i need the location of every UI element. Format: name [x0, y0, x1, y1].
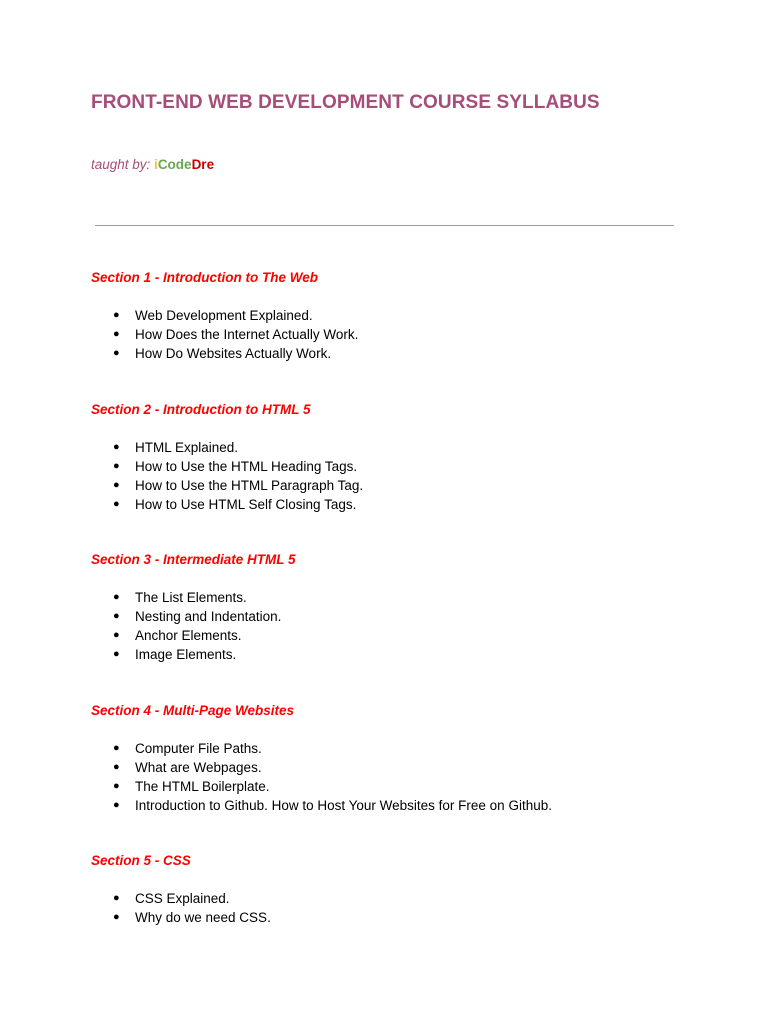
bullet-icon: ●: [113, 441, 120, 453]
topic-text: Image Elements.: [135, 647, 237, 662]
bullet-icon: ●: [113, 742, 120, 754]
section-5: [91, 852, 711, 927]
horizontal-divider: [95, 225, 674, 226]
section-heading: Section 1 - Introduction to The Web: [91, 270, 318, 285]
topic-text: Introduction to Github. How to Host Your Websites for Free on Github.: [135, 798, 552, 813]
bullet-icon: ●: [113, 780, 120, 792]
topic-text: What are Webpages.: [135, 760, 262, 775]
list-item: [91, 645, 711, 664]
bullet-icon: ●: [113, 591, 120, 603]
topic-text: HTML Explained.: [135, 440, 239, 455]
bullet-icon: ●: [113, 610, 120, 622]
topic-text: Anchor Elements.: [135, 628, 242, 643]
brand-part-dre: Dre: [191, 157, 215, 172]
list-item: [91, 325, 711, 344]
section-4: [91, 702, 711, 815]
bullet-icon: ●: [113, 911, 120, 923]
topic-text: Nesting and Indentation.: [135, 609, 282, 624]
topic-text: Web Development Explained.: [135, 308, 313, 323]
topic-list: [91, 588, 711, 664]
bullet-icon: ●: [113, 328, 120, 340]
bullet-icon: ●: [113, 892, 120, 904]
section-1: [91, 269, 711, 363]
brand-part-code: Code: [157, 157, 192, 172]
topic-text: Computer File Paths.: [135, 741, 262, 756]
section-heading: Section 3 - Intermediate HTML 5: [91, 552, 296, 567]
topic-text: How to Use HTML Self Closing Tags.: [135, 497, 357, 512]
list-item: [91, 777, 711, 796]
section-heading: Section 4 - Multi-Page Websites: [91, 703, 295, 718]
bullet-icon: ●: [113, 460, 120, 472]
list-item: [91, 588, 711, 607]
bullet-icon: ●: [113, 629, 120, 641]
topic-list: [91, 889, 711, 927]
topic-text: How to Use the HTML Heading Tags.: [135, 459, 358, 474]
taught-by-line: [91, 157, 214, 172]
topic-text: How Does the Internet Actually Work.: [135, 327, 359, 342]
list-item: [91, 889, 711, 908]
topic-text: The HTML Boilerplate.: [135, 779, 270, 794]
bullet-icon: ●: [113, 648, 120, 660]
topic-list: [91, 438, 711, 514]
topic-text: How to Use the HTML Paragraph Tag.: [135, 478, 364, 493]
list-item: [91, 739, 711, 758]
section-heading: Section 5 - CSS: [91, 853, 191, 868]
bullet-icon: ●: [113, 479, 120, 491]
section-2: [91, 401, 711, 514]
topic-list: [91, 739, 711, 815]
list-item: [91, 476, 711, 495]
section-heading: Section 2 - Introduction to HTML 5: [91, 402, 311, 417]
taught-by-label: taught by:: [91, 157, 155, 172]
bullet-icon: ●: [113, 799, 120, 811]
list-item: [91, 306, 711, 325]
list-item: [91, 908, 711, 927]
topic-text: CSS Explained.: [135, 891, 230, 906]
bullet-icon: ●: [113, 347, 120, 359]
topic-text: The List Elements.: [135, 590, 247, 605]
list-item: [91, 438, 711, 457]
list-item: [91, 457, 711, 476]
list-item: [91, 796, 711, 815]
bullet-icon: ●: [113, 498, 120, 510]
topic-text: How Do Websites Actually Work.: [135, 346, 332, 361]
list-item: [91, 495, 711, 514]
document-title: FRONT-END WEB DEVELOPMENT COURSE SYLLABUS: [91, 92, 600, 113]
list-item: [91, 607, 711, 626]
topic-text: Why do we need CSS.: [135, 910, 271, 925]
brand-part-i: i: [154, 157, 158, 172]
list-item: [91, 344, 711, 363]
list-item: [91, 626, 711, 645]
section-3: [91, 551, 711, 664]
bullet-icon: ●: [113, 309, 120, 321]
list-item: [91, 758, 711, 777]
bullet-icon: ●: [113, 761, 120, 773]
instructor-brand: [154, 157, 214, 172]
topic-list: [91, 306, 711, 363]
